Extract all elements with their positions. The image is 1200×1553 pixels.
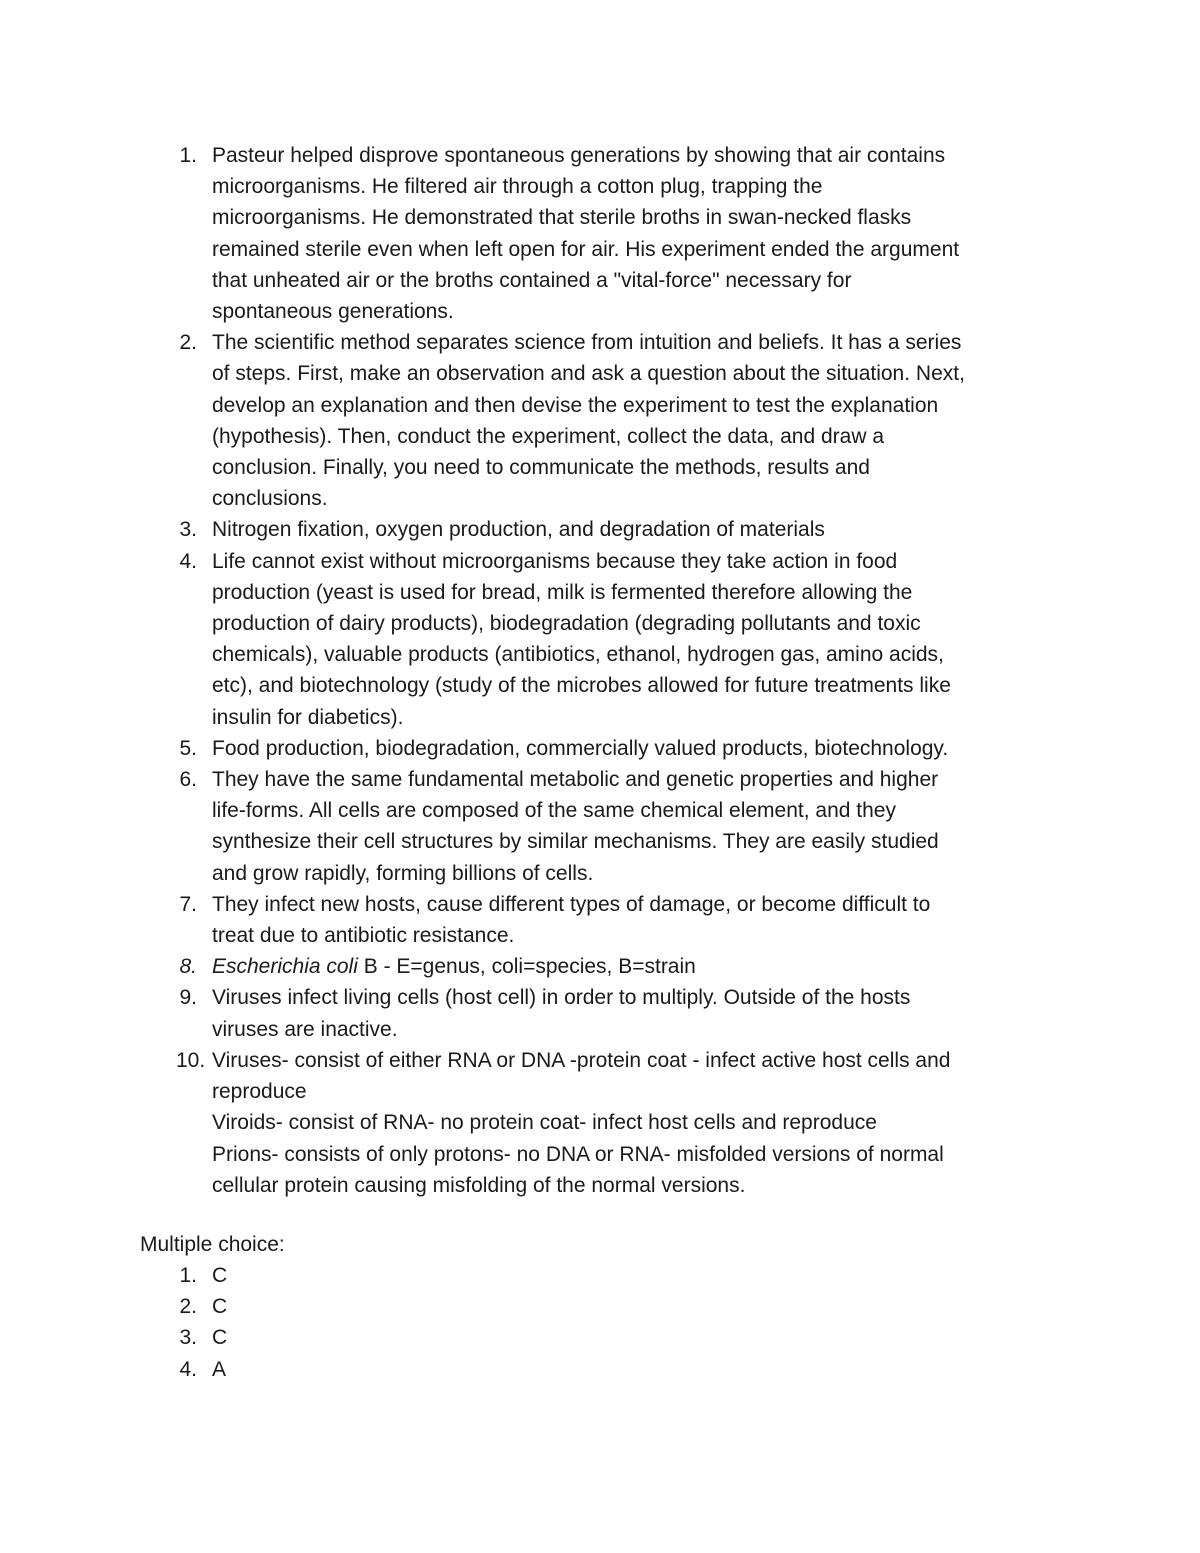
item-text-line: cellular protein causing misfolding of the normal versions. [212, 1173, 746, 1197]
item-text-line: etc), and biotechnology (study of the microbes allowed for future treatments like [212, 674, 951, 698]
item-text-line: viruses are inactive. [212, 1017, 398, 1041]
choice-answer: C [212, 1264, 228, 1287]
item-text-line: production of dairy products), biodegradation (degrading pollutants and toxic [212, 612, 921, 636]
list-item [0, 546, 1200, 733]
list-item [0, 327, 1200, 514]
list-item [0, 1291, 1200, 1322]
item-text-line: synthesize their cell structures by similar mechanisms. They are easily studied [212, 830, 939, 854]
item-text-line: Viroids- consist of RNA- no protein coat- infect host cells and reproduce [212, 1111, 877, 1135]
item-text-line: (hypothesis). Then, conduct the experiment, collect the data, and draw a [212, 424, 884, 448]
item-text-line: The scientific method separates science from intuition and beliefs. It has a series [212, 331, 962, 355]
list-item [0, 514, 1200, 545]
item-text-line: that unheated air or the broths contained a "vital-force" necessary for [212, 268, 852, 292]
answer-list [0, 140, 1200, 1201]
item-text-line: Viruses- consist of either RNA or DNA -protein coat - infect active host cells and [212, 1048, 951, 1072]
list-item [0, 889, 1200, 951]
item-text-line: treat due to antibiotic resistance. [212, 924, 515, 948]
list-item [0, 733, 1200, 764]
list-item [0, 140, 1200, 327]
item-number: 1. [179, 1264, 197, 1287]
item-text-line: and grow rapidly, forming billions of cells. [212, 861, 594, 885]
item-number: 1. [179, 144, 197, 167]
item-number: 2. [179, 1295, 197, 1319]
item-text-line: microorganisms. He demonstrated that sterile broths in swan-necked flasks [212, 206, 912, 230]
multiple-choice-list [0, 1260, 1200, 1385]
item-text-line: insulin for diabetics). [212, 705, 404, 729]
strain-notation: B - E=genus, coli=species, B=strain [357, 955, 696, 979]
choice-answer: A [212, 1357, 227, 1381]
item-text-line: They infect new hosts, cause different types of damage, or become difficult to [212, 892, 931, 916]
item-text-line: Pasteur helped disprove spontaneous generations by showing that air contains [212, 144, 946, 167]
item-text-line: Life cannot exist without microorganisms because they take action in food [212, 549, 898, 573]
item-text-line: conclusions. [212, 487, 328, 511]
item-text-line: Nitrogen fixation, oxygen production, and degradation of materials [212, 518, 825, 542]
list-item [0, 1045, 1200, 1201]
choice-answer: C [212, 1295, 228, 1319]
list-item [0, 764, 1200, 889]
choice-answer: C [212, 1326, 228, 1350]
item-text-line: of steps. First, make an observation and ask a question about the situation. Next, [212, 362, 965, 386]
item-number: 2. [179, 331, 197, 355]
item-text-line: Viruses infect living cells (host cell) in order to multiply. Outside of the hosts [212, 986, 911, 1010]
list-item [0, 982, 1200, 1044]
item-text-line: develop an explanation and then devise the experiment to test the explanation [212, 393, 939, 417]
scientific-name: Escherichia coli [212, 955, 358, 979]
list-item [0, 1322, 1200, 1353]
item-text-line: life-forms. All cells are composed of the same chemical element, and they [212, 799, 896, 823]
item-number: 4. [179, 1357, 197, 1381]
item-number: 9. [179, 986, 197, 1010]
item-text-line [212, 951, 1080, 982]
item-number: 3. [179, 1326, 197, 1350]
item-text-line: They have the same fundamental metabolic and genetic properties and higher [212, 768, 939, 792]
item-text-line: remained sterile even when left open for air. His experiment ended the argument [212, 237, 960, 261]
list-item [0, 1354, 1200, 1385]
item-number: 4. [179, 549, 197, 573]
item-text-line: Prions- consists of only protons- no DNA or RNA- misfolded versions of normal [212, 1142, 944, 1166]
item-text-line: production (yeast is used for bread, milk is fermented therefore allowing the [212, 580, 913, 604]
item-number: 6. [179, 768, 197, 792]
item-text-line: reproduce [212, 1080, 307, 1104]
item-text-line: chemicals), valuable products (antibiotics, ethanol, hydrogen gas, amino acids, [212, 643, 944, 667]
item-text-line: Food production, biodegradation, commercially valued products, biotechnology. [212, 736, 949, 760]
item-text-line: microorganisms. He filtered air through a cotton plug, trapping the [212, 175, 823, 199]
list-item [0, 951, 1200, 982]
item-number: 5. [179, 736, 197, 760]
item-number: 3. [179, 518, 197, 542]
item-text-line: conclusion. Finally, you need to communicate the methods, results and [212, 456, 870, 480]
item-number: 7. [179, 892, 197, 916]
multiple-choice-heading: Multiple choice: [140, 1233, 285, 1256]
item-number: 10. [176, 1048, 206, 1072]
item-text-line: spontaneous generations. [212, 300, 454, 324]
list-item [0, 1260, 1200, 1291]
item-number: 8. [179, 955, 197, 979]
